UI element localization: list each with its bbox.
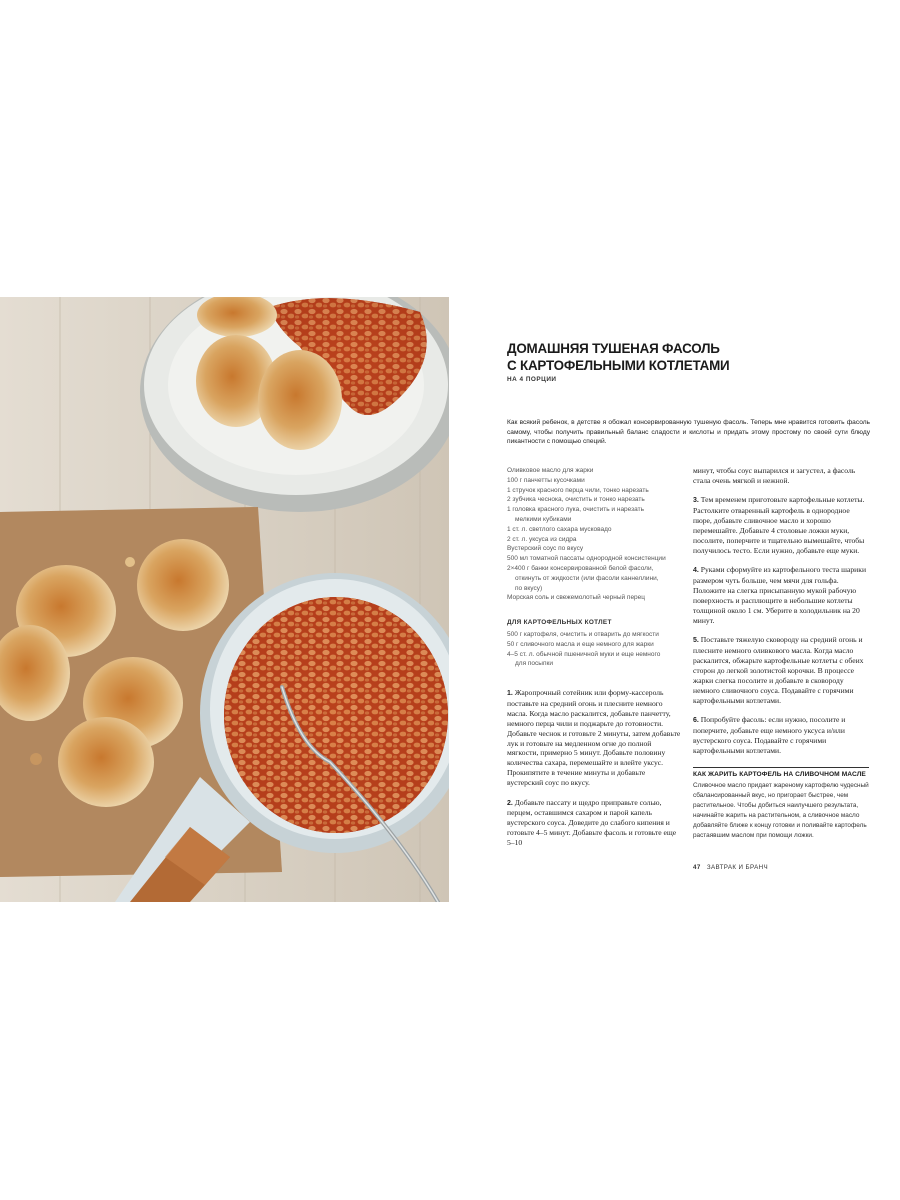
step-text: Жаропрочный сотейник или форму-кассероль поставьте на средний огонь и плесните немного масла. Когда масло раскалится, добавьте панчетту, немного перца чили и поджарьте до готовности. Добавьте чеснок и готовьте 2 минуты, затем добавьте лук и готовьте на медленном огне до полной мягкости, примерно 5 минут. Добавьте половину количества сахара, перемешайте и влейте уксус. Прокипятите в течение минуты и добавьте вустерский соус по вкусу. — [507, 688, 681, 788]
recipe-title — [507, 340, 837, 374]
ingredient-item: 1 стручок красного перца чили, тонко нарезать — [507, 486, 649, 494]
method-steps-right — [693, 466, 869, 765]
ingredient-item: 100 г панчетты кусочками — [507, 476, 585, 484]
recipe-intro: Как всякий ребенок, в детстве я обожал консервированную тушеную фасоль. Теперь мне нравится готовить фасоль самому, чтобы получить правильный баланс сладости и кислоты и придать этому простому по своей сути блюду пикантности с помощью специй. — [507, 419, 870, 446]
ingredient-item: 2 зубчика чеснока, очистить и тонко нарезать — [507, 496, 645, 504]
recipe-title-line-1: ДОМАШНЯЯ ТУШЕНАЯ ФАСОЛЬ — [507, 341, 720, 356]
ingredient-item: 2 ст. л. уксуса из сидра — [507, 535, 577, 543]
patties-ingredients-list — [507, 630, 683, 669]
tip-body: Сливочное масло придает жареному картофелю чудесный сбалансированный вкус, но пригорает быстрее, чем растительное. Чтобы добиться наилучшего результата, начинайте жарить на растительном, а сливочное масло добавляйте ближе к концу готовки и поливайте картофель растаявшим маслом при помощи ложки. — [693, 782, 869, 839]
section-name: ЗАВТРАК И БРАНЧ — [706, 864, 768, 871]
ingredient-item: мелкими кубиками — [515, 515, 572, 523]
ingredient-item: по вкусу) — [515, 584, 543, 592]
step-number: 4. — [693, 567, 699, 575]
step-continuation: минут, чтобы соус выпарился и загустел, а фасоль стала очень мягкой и нежной. — [693, 466, 856, 485]
step-text: Тем временем приготовьте картофельные котлеты. Растолките отваренный картофель в однородное пюре, добавьте сливочное масло и хорошо перемешайте. Добавьте 4 столовые ложки муки, посолите, поперчите и тщательно вымешайте, чтобы получилось тесто. Если нужно, добавьте еще муки. — [693, 495, 865, 555]
step-number: 5. — [693, 637, 699, 645]
recipe-title-line-2: С КАРТОФЕЛЬНЫМИ КОТЛЕТАМИ — [507, 358, 730, 373]
beans-and-potato-cakes-image — [0, 297, 449, 902]
method-step — [693, 635, 869, 705]
tip-divider — [693, 767, 869, 768]
ingredient-item: 500 мл томатной пассаты однородной консистенции — [507, 555, 666, 563]
step-number: 3. — [693, 497, 699, 505]
ingredient-item: 2×400 г банки консервированной белой фасоли, — [507, 564, 654, 572]
ingredient-item: 50 г сливочного масла и еще немного для жарки — [507, 640, 654, 648]
food-photo — [0, 297, 449, 902]
patties-heading: ДЛЯ КАРТОФЕЛЬНЫХ КОТЛЕТ — [507, 619, 612, 626]
step-number: 1. — [507, 690, 513, 697]
ingredient-item: 1 головка красного лука, очистить и нарезать — [507, 506, 644, 514]
ingredient-item: Оливковое масло для жарки — [507, 467, 594, 474]
step-number: 2. — [507, 799, 513, 807]
ingredient-item: 4–5 ст. л. обычной пшеничной муки и еще немного — [507, 650, 661, 658]
method-step — [693, 495, 869, 555]
step-text: Добавьте пассату и щедро приправьте солью, перцем, оставшимся сахаром и парой капель вустерского соуса. Доведите до слабого кипения и готовьте 4–5 минут. Добавьте фасоль и готовьте еще 5–10 — [507, 797, 677, 848]
method-step — [693, 715, 869, 756]
method-steps-left — [507, 688, 683, 858]
page-footer — [693, 864, 768, 871]
ingredient-item: Морская соль и свежемолотый черный перец — [507, 594, 646, 602]
method-step — [507, 798, 683, 849]
ingredients-list — [507, 466, 683, 603]
step-text: Руками сформуйте из картофельного теста шарики размером чуть больше, чем мячи для гольфа. Положите на слегка присыпанную мукой рабочую поверхность и расплющите в небольшие котлеты толщиной около 1 см. Уберите в холодильник на 20 минут. — [693, 565, 867, 625]
ingredient-item: 500 г картофеля, очистить и отварить до мягкости — [507, 631, 659, 638]
servings-label: НА 4 ПОРЦИИ — [507, 376, 557, 383]
ingredient-item: для посыпки — [515, 660, 553, 668]
page-number: 47 — [693, 864, 701, 871]
book-spread — [0, 297, 900, 902]
method-step — [507, 688, 683, 788]
tip-title: КАК ЖАРИТЬ КАРТОФЕЛЬ НА СЛИВОЧНОМ МАСЛЕ — [693, 771, 866, 778]
step-text: Попробуйте фасоль: если нужно, посолите и поперчите, добавьте еще немного уксуса и/или вустерского соуса. Подавайте с горячими картофельными котлетами. — [693, 715, 846, 755]
ingredient-item: откинуть от жидкости (или фасоли каннеллини, — [515, 574, 659, 582]
method-step — [693, 565, 869, 625]
ingredient-item: Вустерский соус по вкусу — [507, 545, 584, 553]
step-text: Поставьте тяжелую сковороду на средний огонь и плесните немного оливкового масла. Когда масло раскалится, обжарьте картофельные котлеты с обеих сторон до легкой золотистой корочки. В процессе жарки слегка посолите и добавьте в сковороду немного сливочного соуса. Подавайте с горячими картофельными котлетами. — [693, 635, 864, 705]
ingredient-item: 1 ст. л. светлого сахара мусковадо — [507, 525, 612, 533]
recipe-page — [449, 297, 900, 902]
step-number: 6. — [693, 717, 699, 725]
